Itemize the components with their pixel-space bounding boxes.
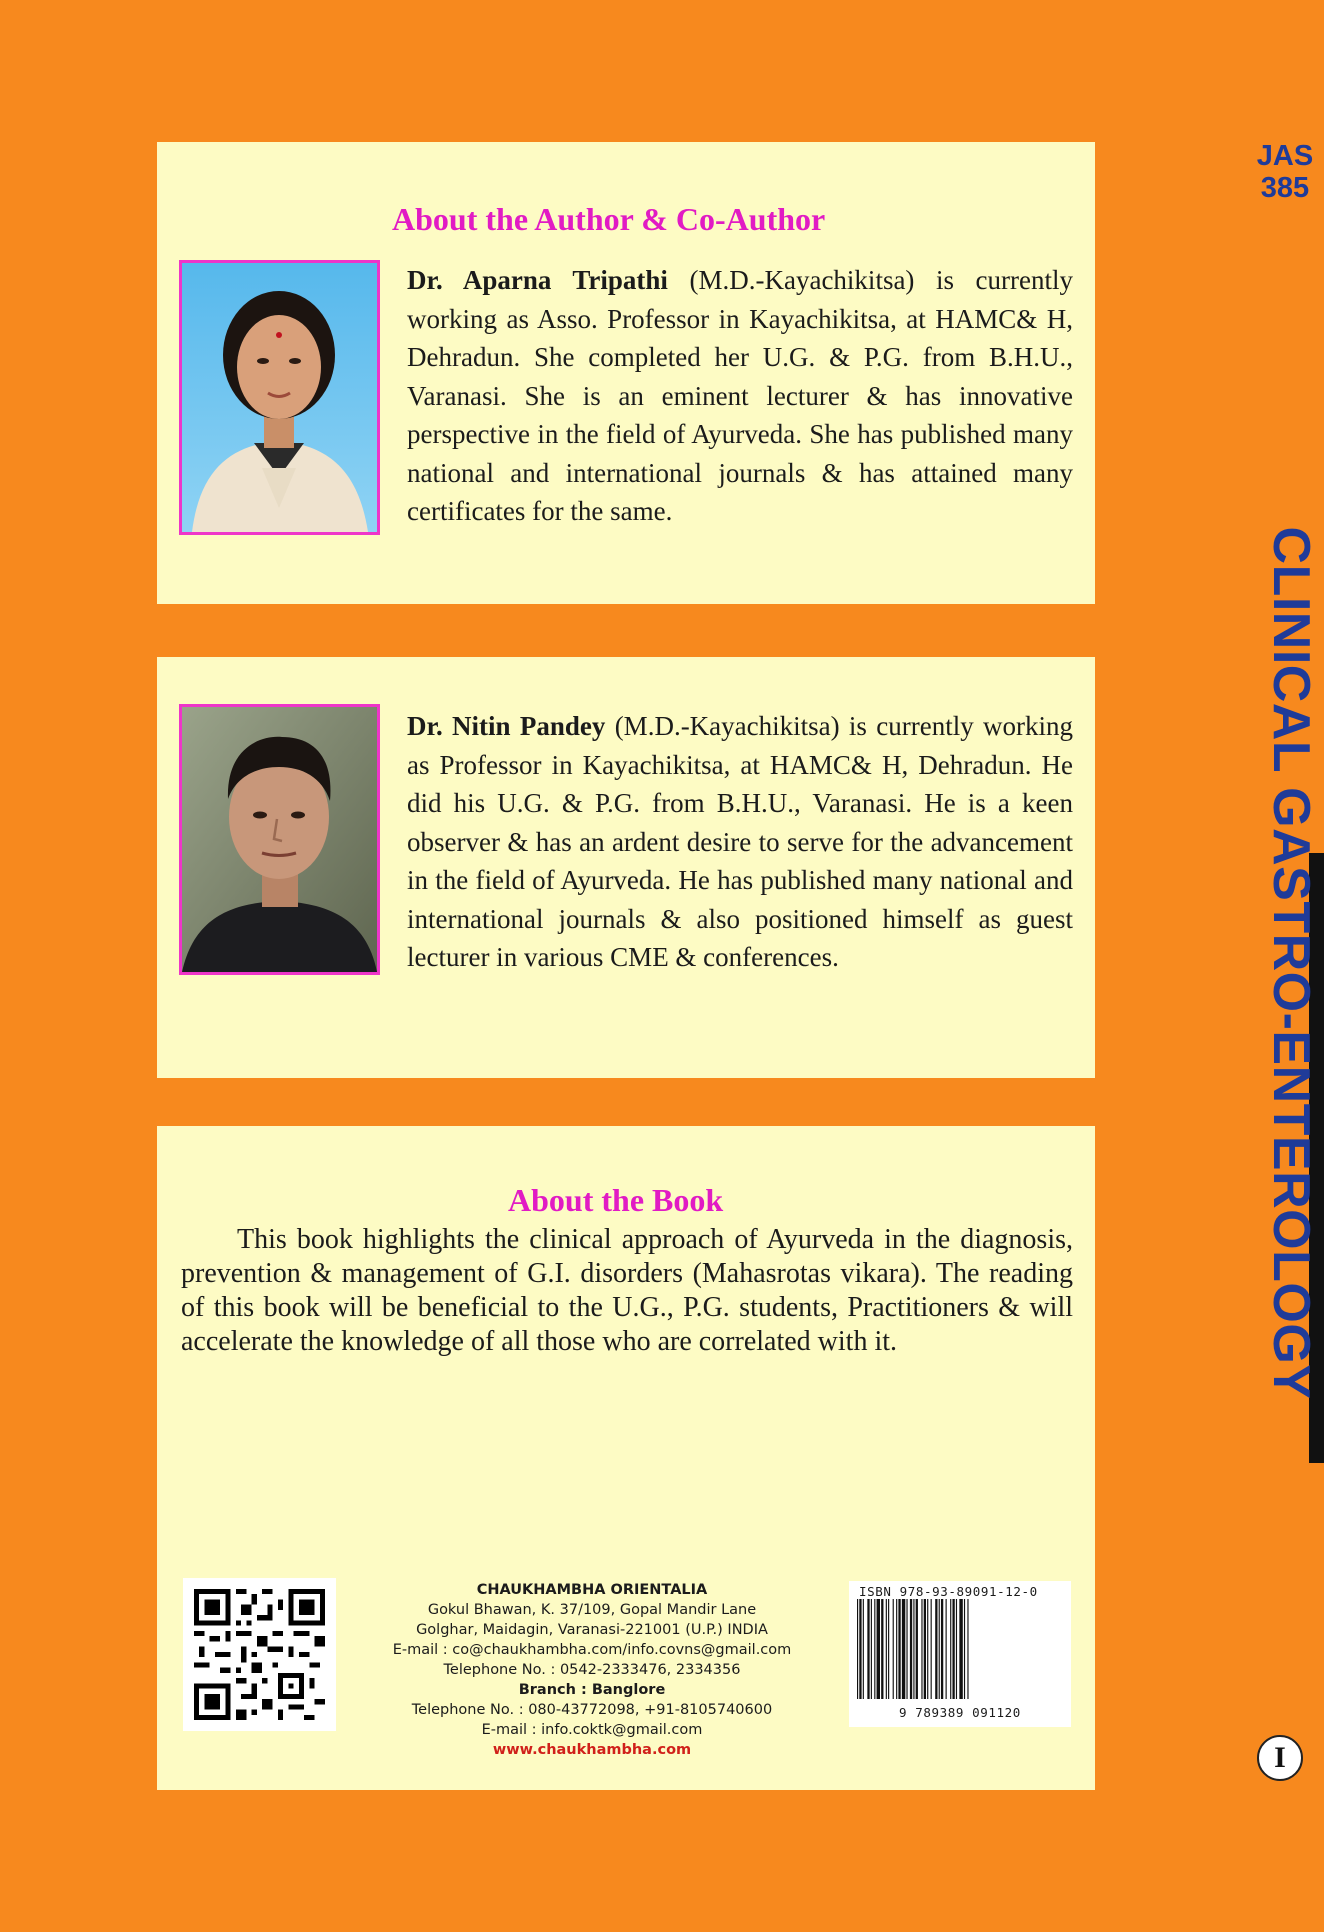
coauthor-photo [179, 704, 380, 975]
publisher-website: www.chaukhambha.com [492, 1742, 692, 1758]
author-panel [157, 142, 1095, 604]
series-code [1250, 140, 1320, 204]
author-bio-text: (M.D.-Kayachikitsa) is currently working as Asso. Professor in Kayachikitsa, at HAMC& H, Dehradun. She completed her U.G. & P.G. from B.H.U., Varanasi. She is an eminent lecturer & has innovative perspective in the field of Ayurveda. She has published many national and international journals & has attained many certificates for the same. [407, 265, 1074, 526]
author-name: Dr. Aparna Tripathi [407, 265, 668, 295]
about-author-heading: About the Author & Co-Author [392, 201, 826, 237]
publisher-name: CHAUKHAMBHA ORIENTALIA [476, 1582, 708, 1598]
coauthor-bio-text: (M.D.-Kayachikitsa) is currently working as Professor in Kayachikitsa, at HAMC& H, Dehradun. He did his U.G. & P.G. from B.H.U., Varanasi. He is a keen observer & has an ardent desire to serve for the advancement in the field of Ayurveda. He has published many national and international journals & also positioned himself as guest lecturer in various CME & conferences. [407, 711, 1073, 972]
about-book-heading: About the Book [508, 1182, 724, 1218]
about-book-panel [157, 1126, 1095, 1790]
author-portrait-image [182, 263, 377, 532]
publisher-email: E-mail : co@chaukhambha.com/info.covns@gmail.com [392, 1642, 792, 1658]
about-book-text: This book highlights the clinical approach of Ayurveda in the diagnosis, prevention & management of G.I. disorders (Mahasrotas vikara). The reading of this book will be beneficial to the U.G., P.G. students, Practitioners & will accelerate the knowledge of all those who are correlated with it. [181, 1224, 1073, 1357]
publisher-info [392, 1580, 792, 1760]
publisher-branch: Branch : Banglore [518, 1682, 666, 1698]
publisher-address-line1: Gokul Bhawan, K. 37/109, Gopal Mandir Lane [427, 1602, 757, 1618]
qr-code-icon [194, 1589, 325, 1720]
barcode-bars-icon [855, 1599, 1065, 1699]
publisher-address-line2: Golghar, Maidagin, Varanasi-221001 (U.P.) INDIA [416, 1622, 768, 1638]
series-code-line1: JAS [1256, 140, 1314, 172]
publisher-phone: Telephone No. : 0542-2333476, 2334356 [443, 1662, 741, 1678]
series-code-line2: 385 [1260, 172, 1310, 204]
volume-badge: I [1257, 1735, 1303, 1781]
coauthor-portrait-image [182, 707, 377, 972]
coauthor-name: Dr. Nitin Pandey [407, 711, 606, 741]
isbn-label: ISBN 978-93-89091-12-0 [859, 1584, 1038, 1599]
qr-code-image [183, 1578, 336, 1731]
spine-title: CLINICAL GASTRO-ENTEROLOGY [1262, 526, 1320, 1400]
coauthor-bio [407, 707, 1073, 977]
coauthor-panel [157, 657, 1095, 1078]
isbn-digits: 9 789389 091120 [899, 1705, 1021, 1720]
author-photo [179, 260, 380, 535]
author-bio [407, 261, 1073, 531]
isbn-barcode [849, 1581, 1071, 1727]
publisher-branch-phone: Telephone No. : 080-43772098, +91-8105740600 [411, 1702, 773, 1718]
publisher-branch-email: E-mail : info.coktk@gmail.com [481, 1722, 703, 1738]
